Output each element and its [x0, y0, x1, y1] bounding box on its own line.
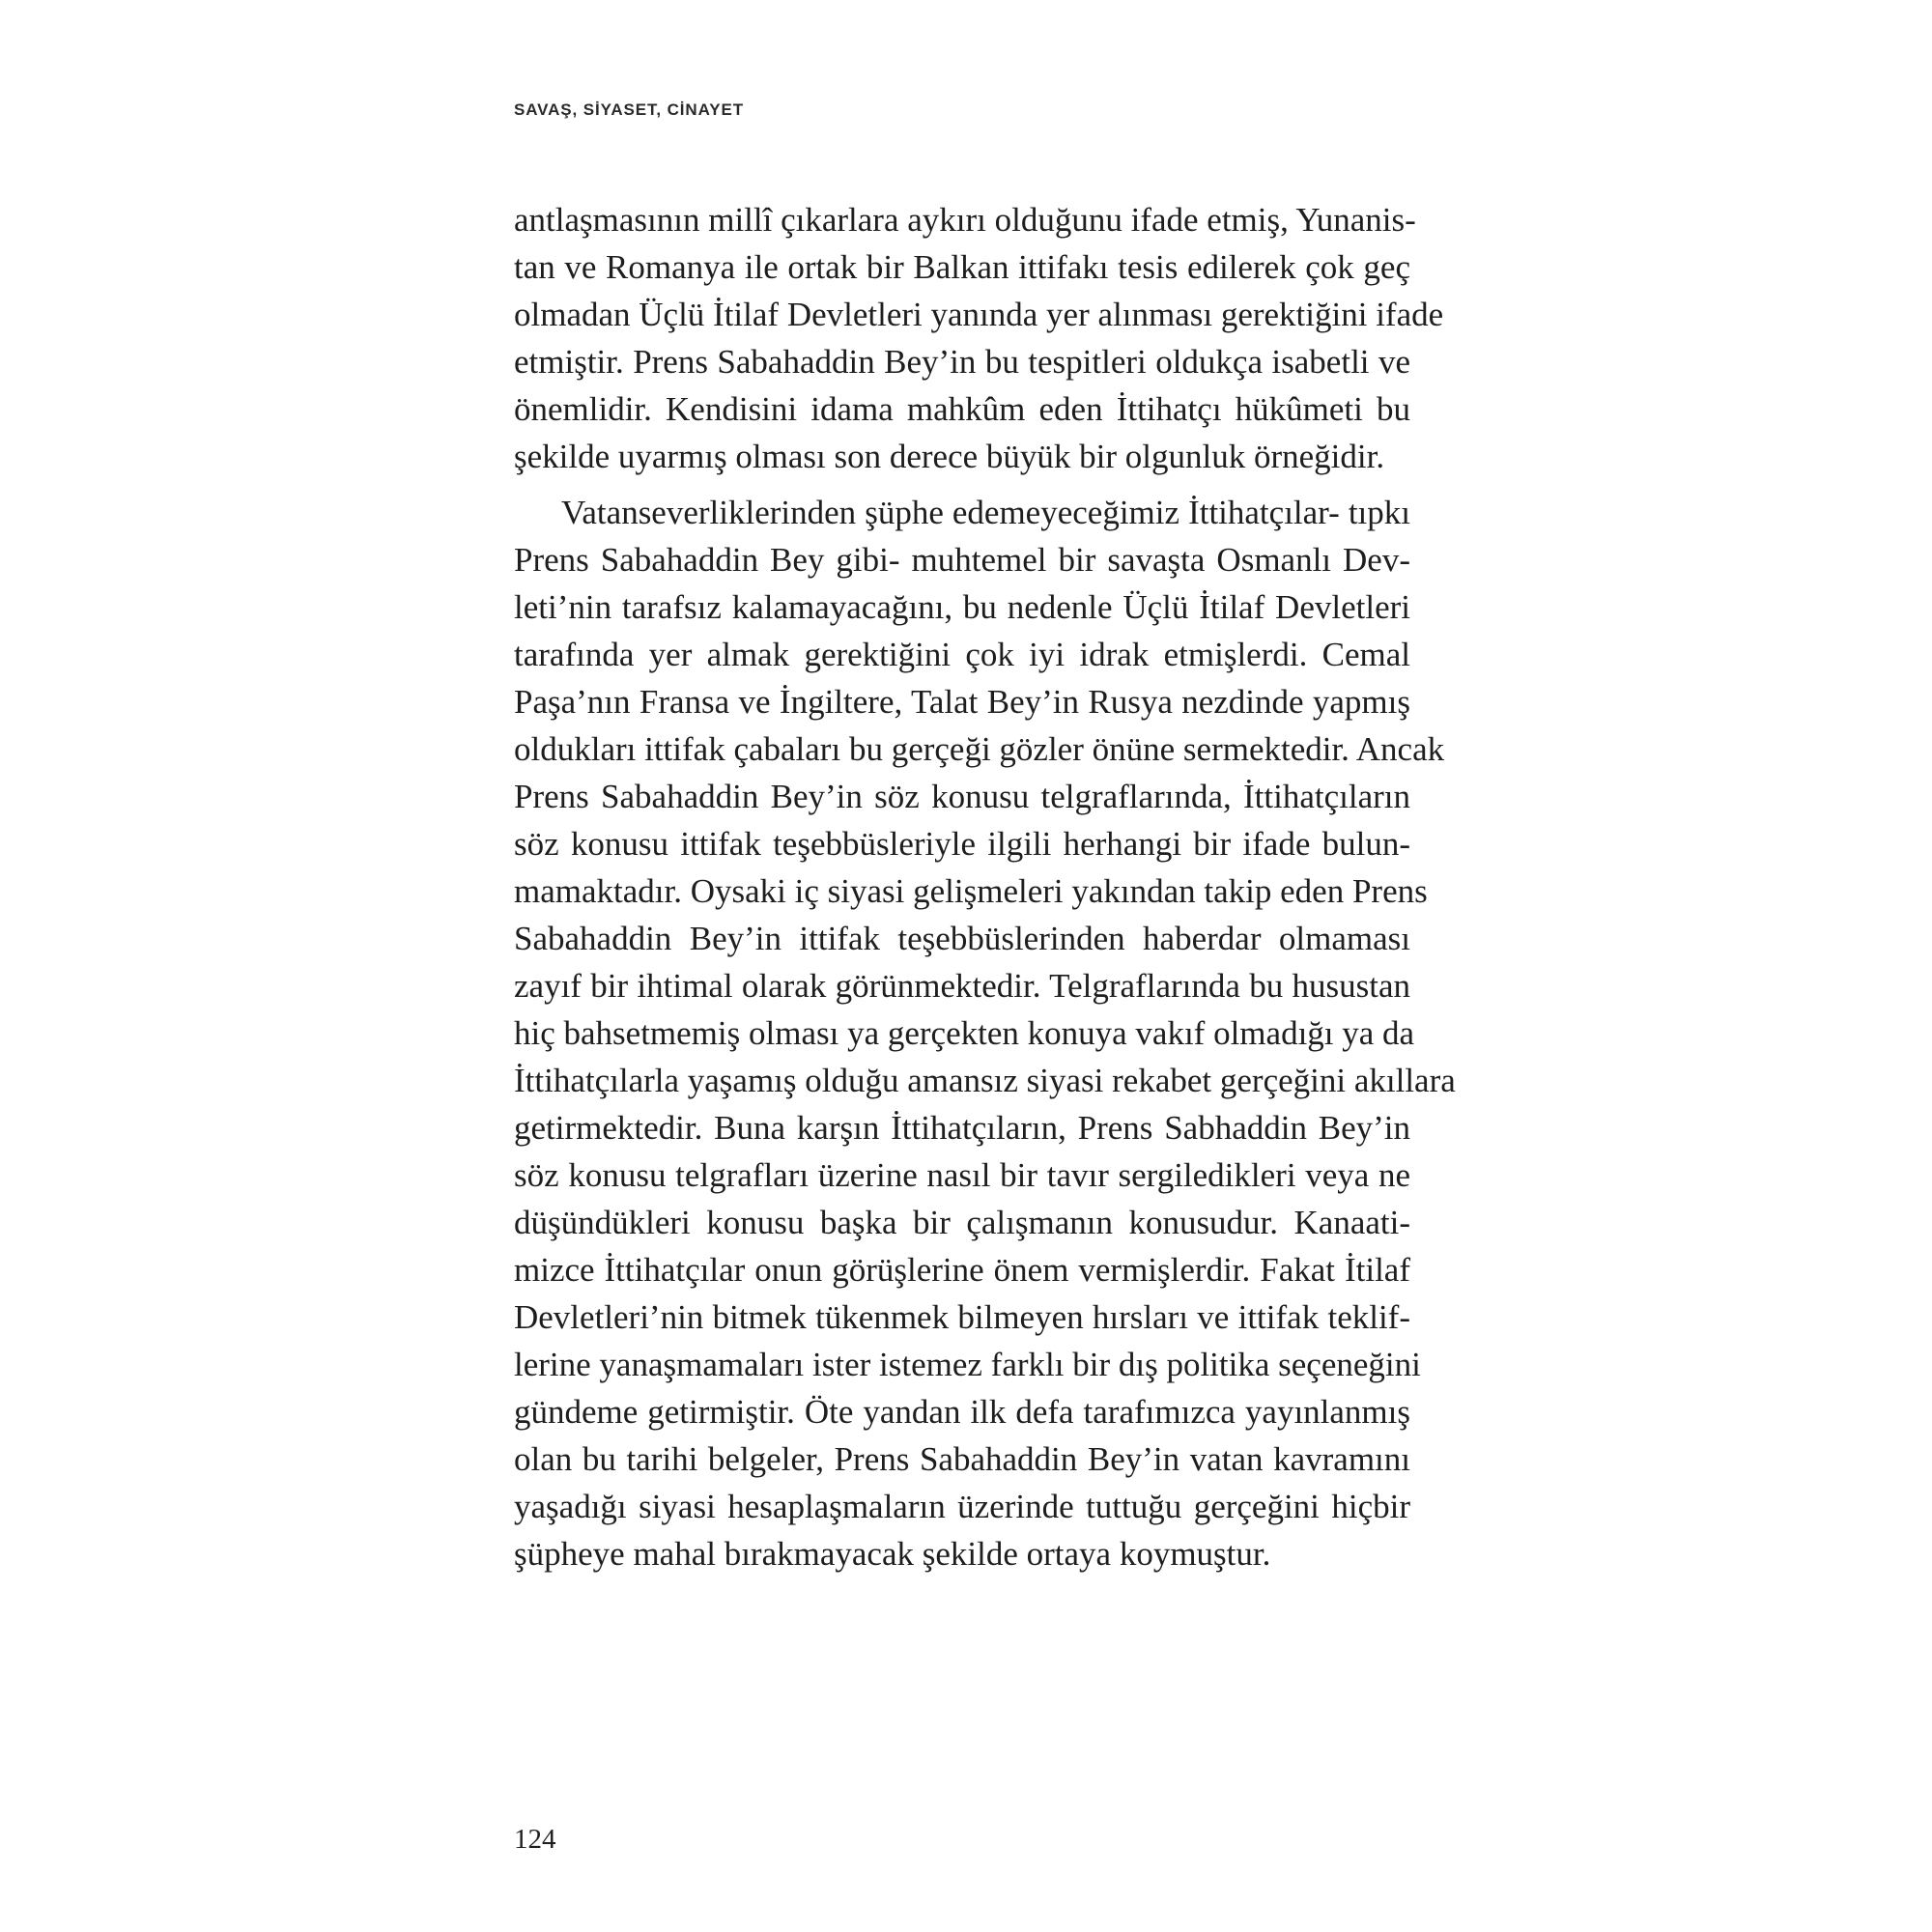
body-text	[514, 196, 1456, 1577]
text-line: etmiştir. Prens Sabahaddin Bey’in bu tespitleri oldukça isabetli ve	[514, 343, 1410, 381]
text-line: antlaşmasının millî çıkarlara aykırı olduğunu ifade etmiş, Yunanis-	[514, 201, 1416, 239]
paragraph-1	[514, 196, 1444, 480]
text-line: leti’nin tarafsız kalamayacağını, bu nedenle Üçlü İtilaf Devletleri	[514, 588, 1410, 626]
text-line: olmadan Üçlü İtilaf Devletleri yanında yer alınması gerektiğini ifade	[514, 296, 1444, 333]
text-line: şekilde uyarmış olması son derece büyük bir olgunluk örneğidir.	[514, 438, 1385, 475]
text-line: zayıf bir ihtimal olarak görünmektedir. Telgraflarında bu husustan	[514, 967, 1410, 1005]
text-line: Sabahaddin Bey’in ittifak teşebbüslerinden haberdar olmaması	[514, 920, 1410, 957]
text-line: getirmektedir. Buna karşın İttihatçıların, Prens Sabhaddin Bey’in	[514, 1109, 1410, 1147]
text-line: tan ve Romanya ile ortak bir Balkan ittifakı tesis edilerek çok geç	[514, 248, 1410, 286]
text-line: söz konusu telgrafları üzerine nasıl bir tavır sergiledikleri veya ne	[514, 1156, 1410, 1194]
text-line: hiç bahsetmemiş olması ya gerçekten konuya vakıf olmadığı ya da	[514, 1014, 1415, 1052]
paragraph-2	[514, 489, 1456, 1577]
text-line: söz konusu ittifak teşebbüsleriyle ilgili herhangi bir ifade bulun-	[514, 825, 1410, 863]
text-line: şüpheye mahal bırakmayacak şekilde ortaya koymuştur.	[514, 1535, 1271, 1573]
text-line: önemlidir. Kendisini idama mahkûm eden İttihatçı hükûmeti bu	[514, 390, 1410, 428]
text-line: Prens Sabahaddin Bey’in söz konusu telgraflarında, İttihatçıların	[514, 778, 1410, 815]
text-line: tarafında yer almak gerektiğini çok iyi idrak etmişlerdi. Cemal	[514, 636, 1410, 673]
text-line: Prens Sabahaddin Bey gibi- muhtemel bir savaşta Osmanlı Dev-	[514, 541, 1410, 579]
text-line: Vatanseverliklerinden şüphe edemeyeceğimiz İttihatçılar- tıpkı	[561, 494, 1410, 531]
text-line: mizce İttihatçılar onun görüşlerine önem vermişlerdir. Fakat İtilaf	[514, 1251, 1410, 1289]
page-number: 124	[514, 1824, 556, 1855]
text-line: Devletleri’nin bitmek tükenmek bilmeyen hırsları ve ittifak teklif-	[514, 1298, 1410, 1336]
text-line: lerine yanaşmamaları ister istemez farklı bir dış politika seçeneğini	[514, 1346, 1421, 1383]
text-line: olan bu tarihi belgeler, Prens Sabahaddin Bey’in vatan kavramını	[514, 1440, 1410, 1478]
text-line: mamaktadır. Oysaki iç siyasi gelişmeleri yakından takip eden Prens	[514, 872, 1428, 910]
text-line: yaşadığı siyasi hesaplaşmaların üzerinde tuttuğu gerçeğini hiçbir	[514, 1488, 1410, 1525]
text-line: düşündükleri konusu başka bir çalışmanın konusudur. Kanaati-	[514, 1204, 1410, 1241]
text-line: oldukları ittifak çabaları bu gerçeği gözler önüne sermektedir. Ancak	[514, 730, 1445, 768]
text-line: gündeme getirmiştir. Öte yandan ilk defa tarafımızca yayınlanmış	[514, 1393, 1410, 1431]
running-header: SAVAŞ, SİYASET, CİNAYET	[514, 100, 744, 119]
text-line: İttihatçılarla yaşamış olduğu amansız siyasi rekabet gerçeğini akıllara	[514, 1062, 1456, 1099]
text-line: Paşa’nın Fransa ve İngiltere, Talat Bey’in Rusya nezdinde yapmış	[514, 683, 1410, 721]
